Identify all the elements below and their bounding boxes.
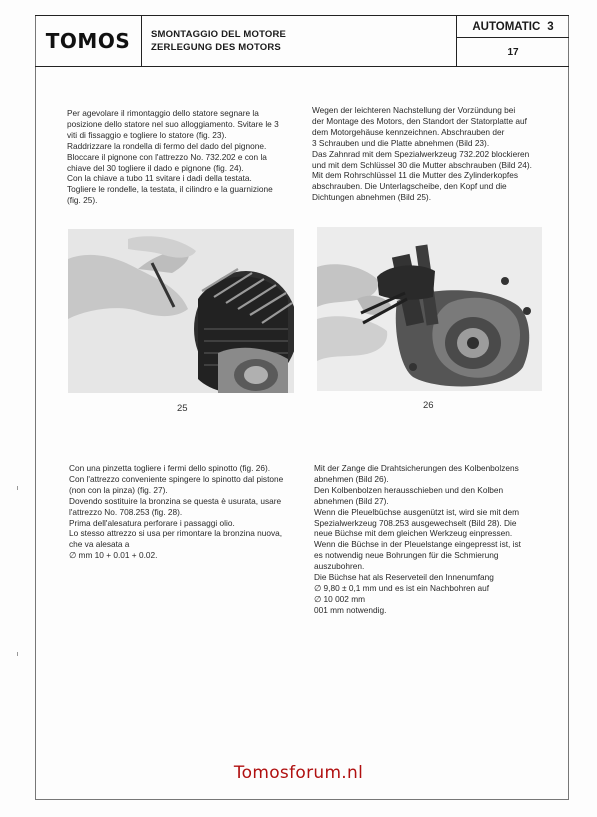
text-line: Wegen der leichteren Nachstellung der Vorzündung bei bbox=[312, 105, 516, 115]
text-line: Lo stesso attrezzo si usa per rimontare la bronzina nuova, bbox=[69, 528, 283, 539]
text-line: (non con la pinza) (fig. 27). bbox=[69, 484, 168, 495]
text-line: es notwendig neue Bohrungen für die Schmierung bbox=[314, 550, 499, 561]
cylinder-head-removal-image bbox=[68, 229, 294, 393]
text-line: Togliere le rondelle, la testata, il cilindro e la guarnizione bbox=[67, 184, 273, 195]
text-line: chiave del 30 togliere il dado e pignone (fig. 24). bbox=[67, 162, 244, 173]
text-line: che va alesata a bbox=[69, 539, 130, 550]
section2-german bbox=[314, 463, 546, 616]
text-line: 3 Schrauben und die Platte abnehmen (Bild 23). bbox=[312, 137, 490, 148]
text-line: Con la chiave a tubo 11 svitare i dadi della testata. bbox=[67, 173, 252, 184]
text-line: posizione dello statore nel suo alloggiamento. Svitare le 3 bbox=[67, 118, 279, 129]
figure-25-caption: 25 bbox=[177, 403, 188, 414]
text-line: Wenn die Pleuelbüchse ausgenützt ist, wird sie mit dem bbox=[314, 506, 520, 517]
model-number: 3 bbox=[547, 20, 554, 33]
text-line: Mit dem Rohrschlüssel 11 die Mutter des Zylinderkopfes bbox=[312, 170, 518, 181]
section2-italian bbox=[69, 463, 305, 561]
text-line: der Montage des Motors, den Standort der Statorplatte auf bbox=[312, 115, 527, 126]
margin-tick bbox=[17, 652, 18, 656]
text-line: Con una pinzetta togliere i fermi dello spinotto (fig. 26). bbox=[69, 463, 271, 473]
brand-logo: TOMOS bbox=[45, 29, 131, 53]
text-line: abnehmen (Bild 27). bbox=[314, 495, 389, 506]
text-line: abschrauben. Die Unterlagscheibe, den Kopf und die bbox=[312, 181, 507, 192]
text-line: dem Motorgehäuse kennzeichnen. Abschrauben der bbox=[312, 126, 505, 137]
text-line: (fig. 25). bbox=[67, 195, 98, 206]
text-line: 001 mm notwendig. bbox=[314, 604, 387, 615]
figure-26-photo bbox=[317, 227, 542, 391]
text-line: ∅ 9,80 ± 0,1 mm und es ist ein Nachbohren auf bbox=[314, 582, 490, 593]
watermark: Tomosforum.nl bbox=[233, 763, 364, 783]
text-line: Bloccare il pignone con l'attrezzo No. 732.202 e con la bbox=[67, 151, 267, 162]
text-line: Dichtungen abnehmen (Bild 25). bbox=[312, 192, 431, 203]
text-line: Con l'attrezzo conveniente spingere lo spinotto dal pistone bbox=[69, 473, 284, 484]
section1-italian bbox=[67, 108, 299, 206]
brand-cell bbox=[35, 16, 142, 66]
piston-pin-clip-image bbox=[317, 227, 542, 391]
page-number: 17 bbox=[507, 46, 519, 58]
text-line: Wenn die Büchse in der Pleuelstange eingepresst ist, ist bbox=[314, 539, 521, 550]
title-german: ZERLEGUNG DES MOTORS bbox=[151, 42, 281, 53]
text-line: ∅ mm 10 + 0.01 + 0.02. bbox=[69, 550, 158, 561]
text-line: und mit dem Schlüssel 30 die Mutter abschrauben (Bild 24). bbox=[312, 159, 532, 170]
text-line: neue Büchse mit dem gleichen Werkzeug einpressen. bbox=[314, 528, 513, 539]
text-line: Das Zahnrad mit dem Spezialwerkzeug 732.202 blockieren bbox=[312, 148, 530, 159]
text-line: Den Kolbenbolzen herausschieben und den Kolben bbox=[314, 484, 504, 495]
text-line: Dovendo sostituire la bronzina se questa è usurata, usare bbox=[69, 495, 282, 506]
text-line: Prima dell'alesatura perforare i passaggi olio. bbox=[69, 517, 235, 528]
model-name: AUTOMATIC bbox=[472, 20, 541, 33]
text-line: viti di fissaggio e togliere lo statore (fig. 23). bbox=[67, 129, 227, 140]
title-cell bbox=[142, 16, 457, 66]
title-italian: SMONTAGGIO DEL MOTORE bbox=[151, 29, 287, 40]
page-header bbox=[35, 15, 569, 67]
model-label bbox=[457, 16, 569, 38]
section1-german bbox=[312, 105, 544, 203]
text-line: ∅ 10 002 mm bbox=[314, 593, 366, 604]
text-line: l'attrezzo No. 708.253 (fig. 28). bbox=[69, 506, 183, 517]
text-line: Die Büchse hat als Reserveteil den Innenumfang bbox=[314, 572, 494, 583]
meta-cell bbox=[457, 16, 569, 66]
text-line: Raddrizzare la rondella di fermo del dado del pignone. bbox=[67, 140, 267, 151]
text-line: auszubohren. bbox=[314, 561, 365, 572]
text-line: Per agevolare il rimontaggio dello statore segnare la bbox=[67, 108, 259, 118]
text-line: abnehmen (Bild 26). bbox=[314, 473, 389, 484]
margin-tick bbox=[17, 486, 18, 490]
figure-26-caption: 26 bbox=[423, 400, 434, 411]
text-line: Spezialwerkzeug 708.253 ausgewechselt (Bild 28). Die bbox=[314, 517, 517, 528]
text-line: Mit der Zange die Drahtsicherungen des Kolbenbolzens bbox=[314, 463, 519, 473]
figure-25-photo bbox=[68, 229, 294, 393]
